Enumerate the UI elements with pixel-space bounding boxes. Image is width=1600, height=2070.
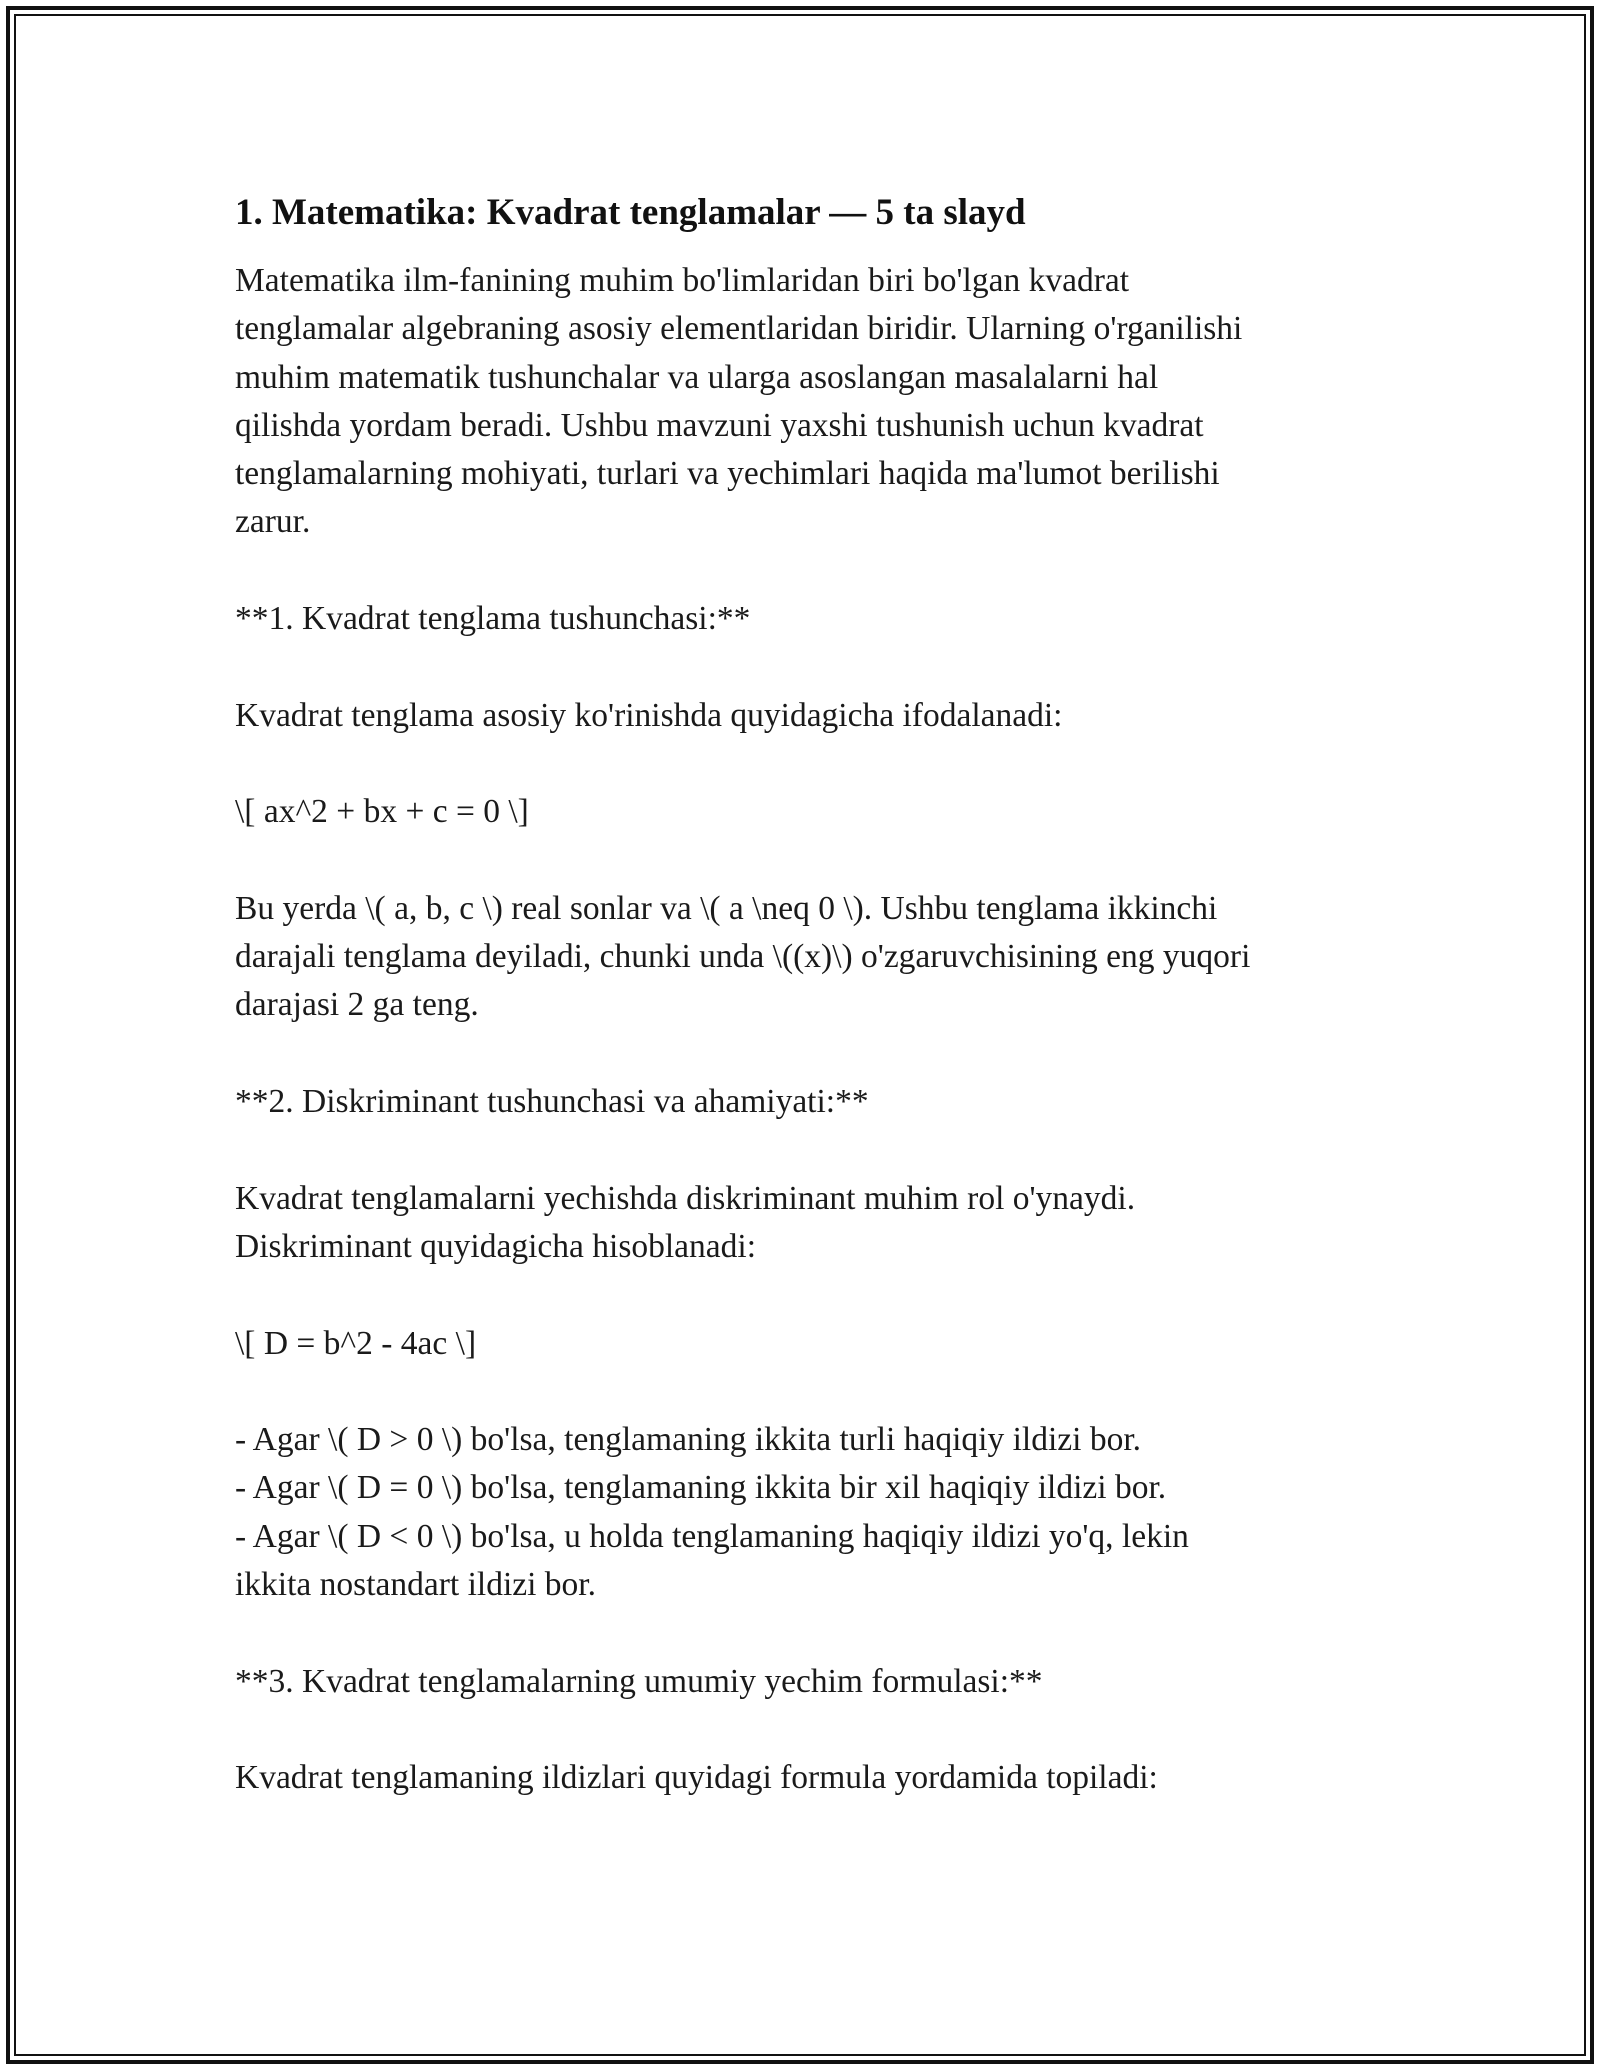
text-line: darajasi 2 ga teng. xyxy=(235,986,479,1024)
text-line: Bu yerda \( a, b, c \) real sonlar va \( a \neq 0 \). Ushbu tenglama ikkinchi xyxy=(235,889,1218,927)
text-line: - Agar \( D < 0 \) bo'lsa, u holda tenglamaning haqiqiy ildizi yo'q, lekin xyxy=(235,1517,1189,1555)
blank-line xyxy=(235,1706,1365,1754)
blank-line xyxy=(235,1126,1365,1174)
text-line: tenglamalarning mohiyati, turlari va yechimlari haqida ma'lumot berilishi xyxy=(235,455,1220,493)
text-line: darajali tenglama deyiladi, chunki unda \((x)\) o'zgaruvchisining eng yuqori xyxy=(235,938,1251,976)
text-line: **2. Diskriminant tushunchasi va ahamiyati:** xyxy=(235,1083,869,1121)
text-line: Kvadrat tenglamalarni yechishda diskriminant muhim rol o'ynaydi. xyxy=(235,1179,1136,1217)
blank-line xyxy=(235,1271,1365,1319)
blank-line xyxy=(235,1609,1365,1657)
text-line: Kvadrat tenglamaning ildizlari quyidagi formula yordamida topiladi: xyxy=(235,1759,1158,1797)
text-line: \[ D = b^2 - 4ac \] xyxy=(235,1324,477,1362)
text-line: **3. Kvadrat tenglamalarning umumiy yechim formulasi:** xyxy=(235,1662,1043,1700)
blank-line xyxy=(235,643,1365,691)
text-line: Kvadrat tenglama asosiy ko'rinishda quyidagicha ifodalanadi: xyxy=(235,696,1063,734)
text-line: - Agar \( D > 0 \) bo'lsa, tenglamaning ikkita turli haqiqiy ildizi bor. xyxy=(235,1421,1142,1459)
document-body xyxy=(235,185,1365,1803)
text-line: - Agar \( D = 0 \) bo'lsa, tenglamaning ikkita bir xil haqiqiy ildizi bor. xyxy=(235,1469,1167,1507)
blank-line xyxy=(235,1368,1365,1416)
blank-line xyxy=(235,1030,1365,1078)
text-line: qilishda yordam beradi. Ushbu mavzuni yaxshi tushunish uchun kvadrat xyxy=(235,406,1204,444)
blank-line xyxy=(235,740,1365,788)
text-line: zarur. xyxy=(235,503,311,541)
blank-line xyxy=(235,837,1365,885)
text-line: ikkita nostandart ildizi bor. xyxy=(235,1566,596,1604)
blank-line xyxy=(235,547,1365,595)
text-line: \[ ax^2 + bx + c = 0 \] xyxy=(235,793,529,831)
text-line: Diskriminant quyidagicha hisoblanadi: xyxy=(235,1227,757,1265)
text-line: Matematika ilm-fanining muhim bo'limlaridan biri bo'lgan kvadrat xyxy=(235,262,1130,299)
text-line: tenglamalar algebraning asosiy elementlaridan biridir. Ularning o'rganilishi xyxy=(235,310,1243,348)
document-text xyxy=(235,257,1365,1803)
text-line: muhim matematik tushunchalar va ularga asoslangan masalalarni hal xyxy=(235,358,1159,396)
text-line: **1. Kvadrat tenglama tushunchasi:** xyxy=(235,600,751,638)
document-title: 1. Matematika: Kvadrat tenglamalar — 5 ta slayd xyxy=(235,192,1026,233)
